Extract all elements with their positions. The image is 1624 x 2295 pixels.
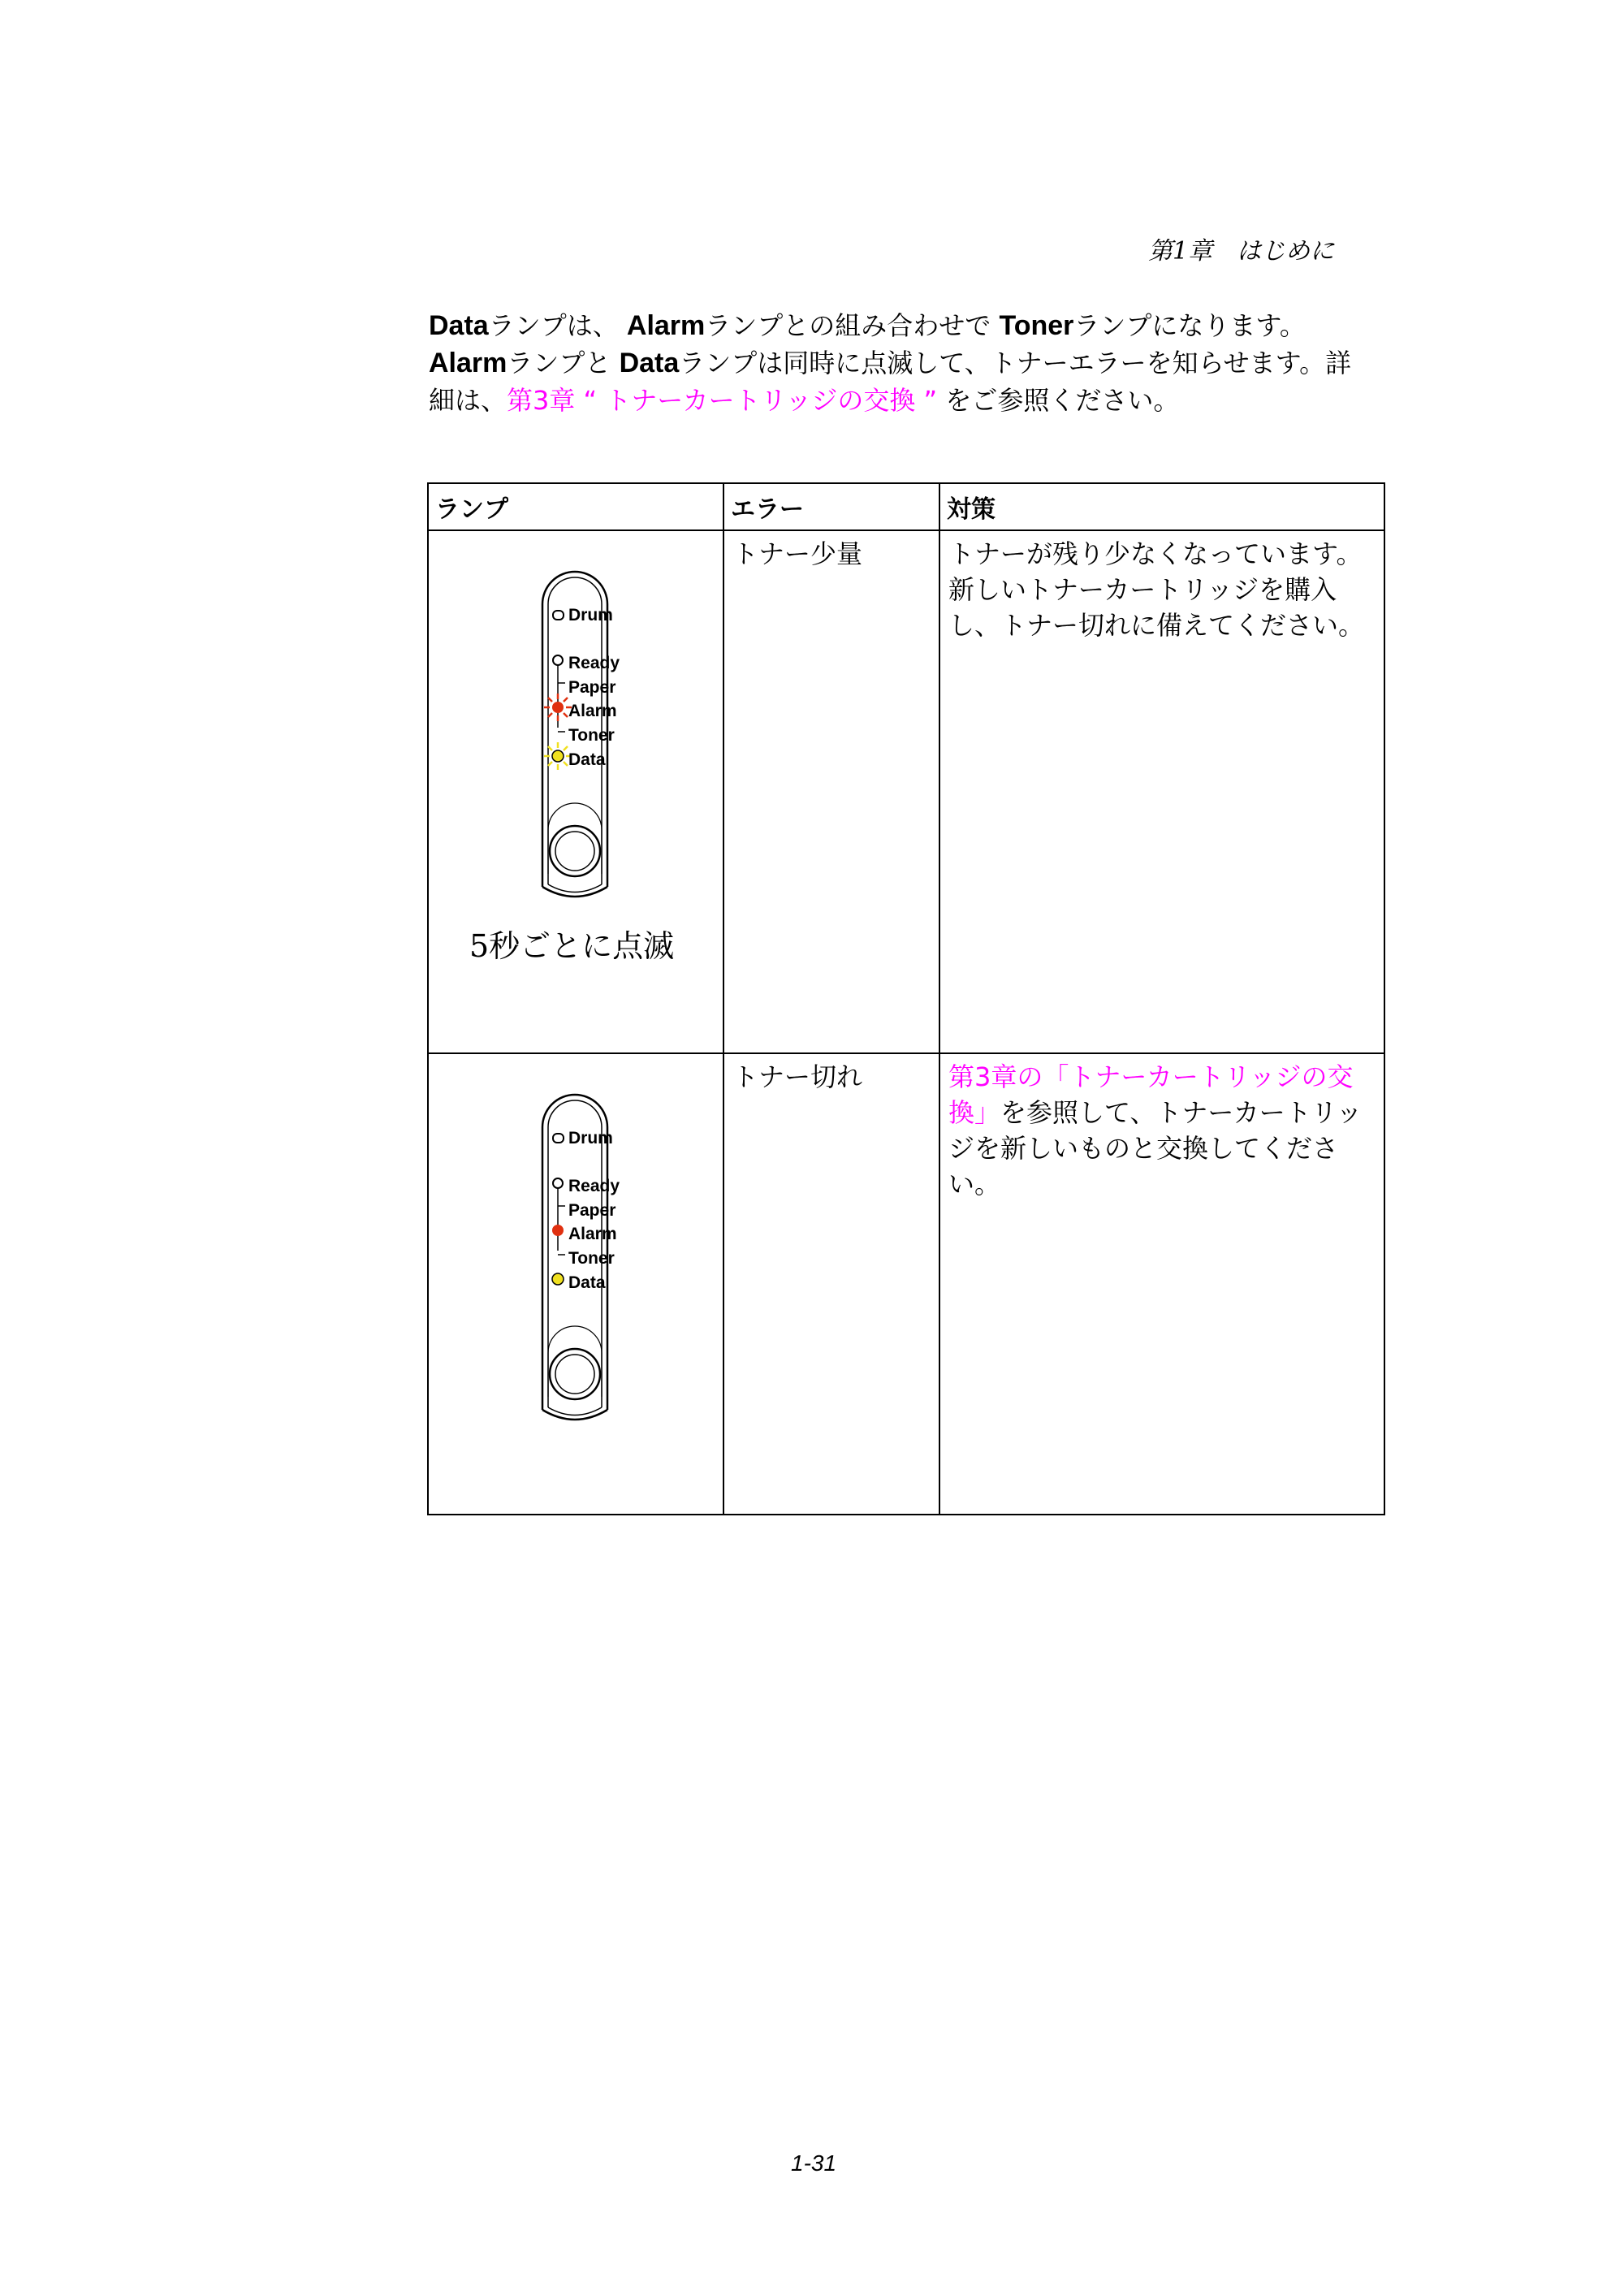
intro-term-data: Data — [619, 348, 680, 378]
toner-error-table — [427, 482, 1385, 1515]
panel-label-toner: Toner — [568, 726, 615, 745]
header-error: エラー — [723, 483, 939, 530]
panel-label-drum: Drum — [568, 606, 613, 625]
panel-label-ready: Ready — [568, 654, 620, 672]
intro-term-data: Data — [429, 310, 489, 341]
intro-term-alarm: Alarm — [626, 310, 706, 341]
header-lamp: ランプ — [428, 483, 723, 530]
table-row — [428, 1053, 1384, 1515]
alarm-lamp-on-icon — [552, 1225, 564, 1236]
intro-text: 細は、 — [429, 385, 508, 416]
action-cell-toner-empty — [939, 1053, 1384, 1515]
intro-line-3 — [429, 382, 1387, 419]
data-lamp-on-icon — [552, 1273, 564, 1285]
panel-label-drum: Drum — [568, 1129, 613, 1148]
action-cell-toner-low: トナーが残り少なくなっています。新しいトナーカートリッジを購入し、トナー切れに備えてください。 — [939, 530, 1384, 1053]
action-text: を参照して、トナーカートリッジを新しいものと交換してください。 — [948, 1097, 1363, 1199]
alarm-lamp-on-icon — [552, 702, 564, 713]
intro-line-1 — [429, 307, 1387, 344]
panel-label-data: Data — [568, 750, 606, 769]
panel-label-data: Data — [568, 1273, 606, 1292]
chapter3-link[interactable]: 第3章 “ トナーカートリッジの交換 ” — [507, 385, 938, 416]
intro-line-2 — [429, 344, 1387, 382]
blink-caption: 5秒ごとに点滅 — [469, 928, 675, 964]
header-action: 対策 — [939, 483, 1384, 530]
intro-term-toner: Toner — [999, 310, 1074, 341]
error-cell-toner-empty: トナー切れ — [723, 1053, 939, 1515]
intro-text: をご参照ください。 — [937, 385, 1180, 416]
panel-label-paper: Paper — [568, 1201, 616, 1220]
panel-label-alarm: Alarm — [568, 1225, 617, 1243]
data-lamp-on-icon — [552, 750, 564, 762]
intro-text: ランプとの組み合わせで — [705, 310, 1000, 341]
panel-label-toner: Toner — [568, 1249, 615, 1268]
table-row — [428, 530, 1384, 1053]
chapter-header: 第1章 はじめに — [1148, 237, 1335, 266]
table-header-row — [428, 483, 1384, 530]
lamp-cell-toner-empty — [428, 1053, 723, 1515]
control-panel-blinking-illustration — [510, 555, 640, 913]
page-number: 1-31 — [791, 2150, 837, 2176]
intro-text: ランプと — [507, 348, 620, 378]
intro-paragraph — [429, 307, 1387, 419]
panel-label-alarm: Alarm — [568, 702, 617, 720]
intro-text: ランプは同時に点滅して、トナーエラーを知らせます。詳 — [679, 348, 1352, 378]
intro-text: ランプになります。 — [1073, 310, 1306, 341]
lamp-cell-toner-low — [428, 530, 723, 1053]
panel-label-paper: Paper — [568, 678, 616, 697]
control-panel-steady-illustration — [510, 1078, 640, 1436]
error-cell-toner-low: トナー少量 — [723, 530, 939, 1053]
intro-text: ランプは、 — [488, 310, 627, 341]
intro-term-alarm: Alarm — [429, 348, 508, 378]
panel-label-ready: Ready — [568, 1177, 620, 1195]
chapter3-replace-link[interactable]: 第3章の「トナーカートリッジの交換」 — [948, 1061, 1354, 1128]
